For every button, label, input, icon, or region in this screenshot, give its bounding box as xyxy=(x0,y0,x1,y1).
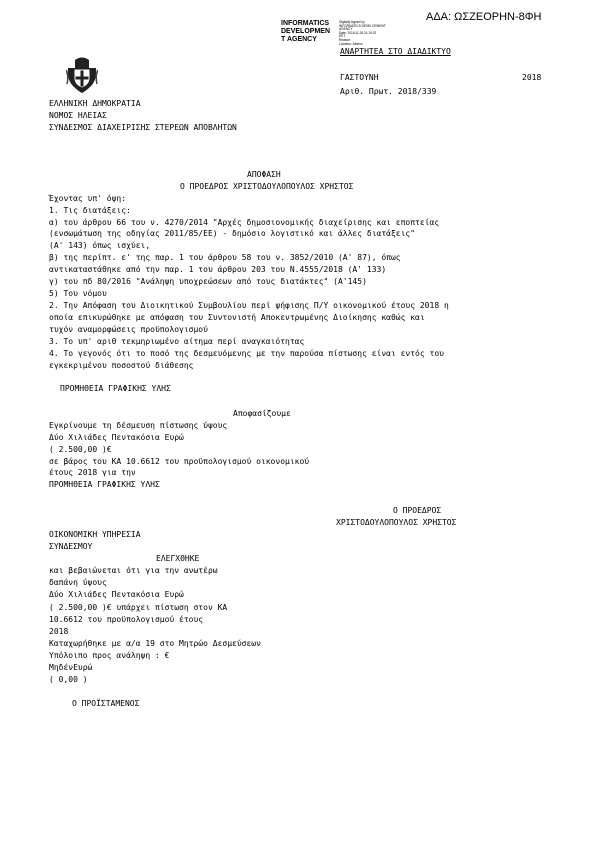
finance-service-line: ΣΥΝΔΕΣΜΟΥ xyxy=(49,542,93,551)
signature-name: ΧΡΙΣΤΟΔΟΥΛΟΠΟΥΛΟΣ ΧΡΗΣΤΟΣ xyxy=(336,518,457,527)
body-line: α) του άρθρου 66 του ν. 4270/2014 "Αρχές δημοσιονομικής διαχείρισης και εποπτείας xyxy=(49,218,440,227)
finance-line: ( 0,00 ) xyxy=(49,675,88,684)
stamp-line: T AGENCY xyxy=(281,36,317,43)
finance-service-line: ΟΙΚΟΝΟΜΙΚΗ ΥΠΗΡΕΣΙΑ xyxy=(49,530,141,539)
stamp-detail: EET xyxy=(339,34,346,39)
body-line: Έχοντας υπ' όψη: xyxy=(49,194,127,203)
decide-line: Δύο Χιλιάδες Πεντακόσια Ευρώ xyxy=(49,433,184,442)
body-line: οποία επικυρώθηκε με απόφαση του Συντονιστή Αποκεντρωμένης Διοίκησης καθώς και xyxy=(49,313,425,322)
body-line: 5) Του νόμου xyxy=(49,289,107,298)
issuer-line: ΣΥΝΔΕΣΜΟΣ ΔΙΑΧΕΙΡΙΣΗΣ ΣΤΕΡΕΩΝ ΑΠΟΒΛΗΤΩΝ xyxy=(49,123,237,132)
subject: ΠΡΟΜΗΘΕΙΑ ΓΡΑΦΙΚΗΣ ΥΛΗΣ xyxy=(60,384,171,393)
body-line: (Α' 143) όπως ισχύει, xyxy=(49,241,151,250)
ada-code: ΑΔΑ: ΩΣΖΕΟΡΗΝ-8ΦΗ xyxy=(426,11,542,23)
stamp-detail: Date: 2018.11.26 11:19:32 xyxy=(339,30,377,35)
decide-line: έτους 2018 για την xyxy=(49,468,136,477)
finance-line: Δύο Χιλιάδες Πεντακόσια Ευρώ xyxy=(49,590,184,599)
decide-line: ΠΡΟΜΗΘΕΙΑ ΓΡΑΦΙΚΗΣ ΥΛΗΣ xyxy=(49,480,160,489)
body-line: αντικαταστάθηκε από την παρ. 1 του άρθρου 203 του Ν.4555/2018 (Α' 133) xyxy=(49,265,387,274)
protocol-number: Αριθ. Πρωτ. 2018/339 xyxy=(340,87,437,96)
place: ΓΑΣΤΟΥΝΗ xyxy=(340,73,379,82)
body-line: τυχόν αναμορφώσεις προϋπολογισμού xyxy=(49,325,208,334)
stamp-line: DEVELOPMEN xyxy=(281,28,331,35)
stamp-detail: INFORMATICS DEVELOPMENT AGENCY xyxy=(339,23,386,32)
finance-line: ( 2.500,00 )€ υπάρχει πίστωση στον ΚΑ xyxy=(49,603,228,612)
year: 2018 xyxy=(522,73,542,82)
finance-line: 2018 xyxy=(49,627,69,636)
body-line: β) της περίπτ. ε' της παρ. 1 του άρθρου 58 του ν. 3852/2010 (Α' 87), όπως xyxy=(49,253,401,262)
decide-line: σε βάρος του ΚΑ 10.6612 του προϋπολογισμού οικονομικού xyxy=(49,457,310,466)
body-line: εγκεκριμένου ποσοστού διάθεσης xyxy=(49,361,194,370)
decide-line: Εγκρίνουμε τη δέσμευση πίστωσης ύψους xyxy=(49,421,228,430)
stamp-detail: Location: Athens xyxy=(339,41,363,46)
posted-label: ΑΝΑΡΤΗΤΕΑ ΣΤΟ ΔΙΑΔΙΚΤΥΟ xyxy=(340,47,451,56)
stamp-details xyxy=(339,21,399,46)
body-line: 1. Τις διατάξεις: xyxy=(49,206,131,215)
checked-heading: ΕΛΕΓΧΘΗΚΕ xyxy=(156,554,200,563)
stamp-line: INFORMATICS xyxy=(281,20,330,27)
finance-line: και βεβαιώνεται ότι για την ανωτέρω xyxy=(49,566,218,575)
president-line: Ο ΠΡΟΕΔΡΟΣ ΧΡΙΣΤΟΔΟΥΛΟΠΟΥΛΟΣ ΧΡΗΣΤΟΣ xyxy=(180,182,354,191)
decision-title: ΑΠΟΦΑΣΗ xyxy=(247,170,281,179)
stamp-detail: Reason: xyxy=(339,37,351,42)
finance-line: Υπόλοιπο προς ανάληψη : € xyxy=(49,651,170,660)
decide-heading: Αποφασίζουμε xyxy=(233,409,291,418)
finance-line: Καταχωρήθηκε με α/α 19 στο Μητρώο Δεσμεύσεων xyxy=(49,639,261,648)
body-line: 4. Το γεγονός ότι το ποσό της δεσμευόμενης με την παρούσα πίστωσης είναι εντός του xyxy=(49,349,444,358)
greek-emblem-icon xyxy=(66,54,98,94)
finance-line: ΜηδένΕυρώ xyxy=(49,663,93,672)
head-of-service-title: Ο ΠΡΟΪΣΤΑΜΕΝΟΣ xyxy=(72,699,140,708)
finance-line: 10.6612 του προϋπολογισμού έτους xyxy=(49,615,204,624)
decide-line: ( 2.500,00 )€ xyxy=(49,445,112,454)
issuer-line: ΕΛΛΗΝΙΚΗ ΔΗΜΟΚΡΑΤΙΑ xyxy=(49,99,141,108)
body-line: 2. Την Απόφαση του Διοικητικού Συμβουλίου περί ψήφισης Π/Υ οικονομικού έτους 2018 η xyxy=(49,301,449,310)
body-line: (ενσωμάτωση της οδηγίας 2011/85/ΕΕ) - δημόσιο λογιστικό και άλλες διατάξεις" xyxy=(49,229,416,238)
signature-title: Ο ΠΡΟΕΔΡΟΣ xyxy=(393,506,442,515)
stamp-detail: Digitally signed by xyxy=(339,20,365,24)
issuer-line: ΝΟΜΟΣ ΗΛΕΙΑΣ xyxy=(49,111,107,120)
finance-line: δαπάνη ύψους xyxy=(49,578,107,587)
body-line: 3. Το υπ' αριθ τεκμηριωμένο αίτημα περί αναγκαιότητας xyxy=(49,337,305,346)
body-line: γ) του πδ 80/2016 "Ανάληψη υποχρεώσεων από τους διατάκτες" (Α'145) xyxy=(49,277,367,286)
